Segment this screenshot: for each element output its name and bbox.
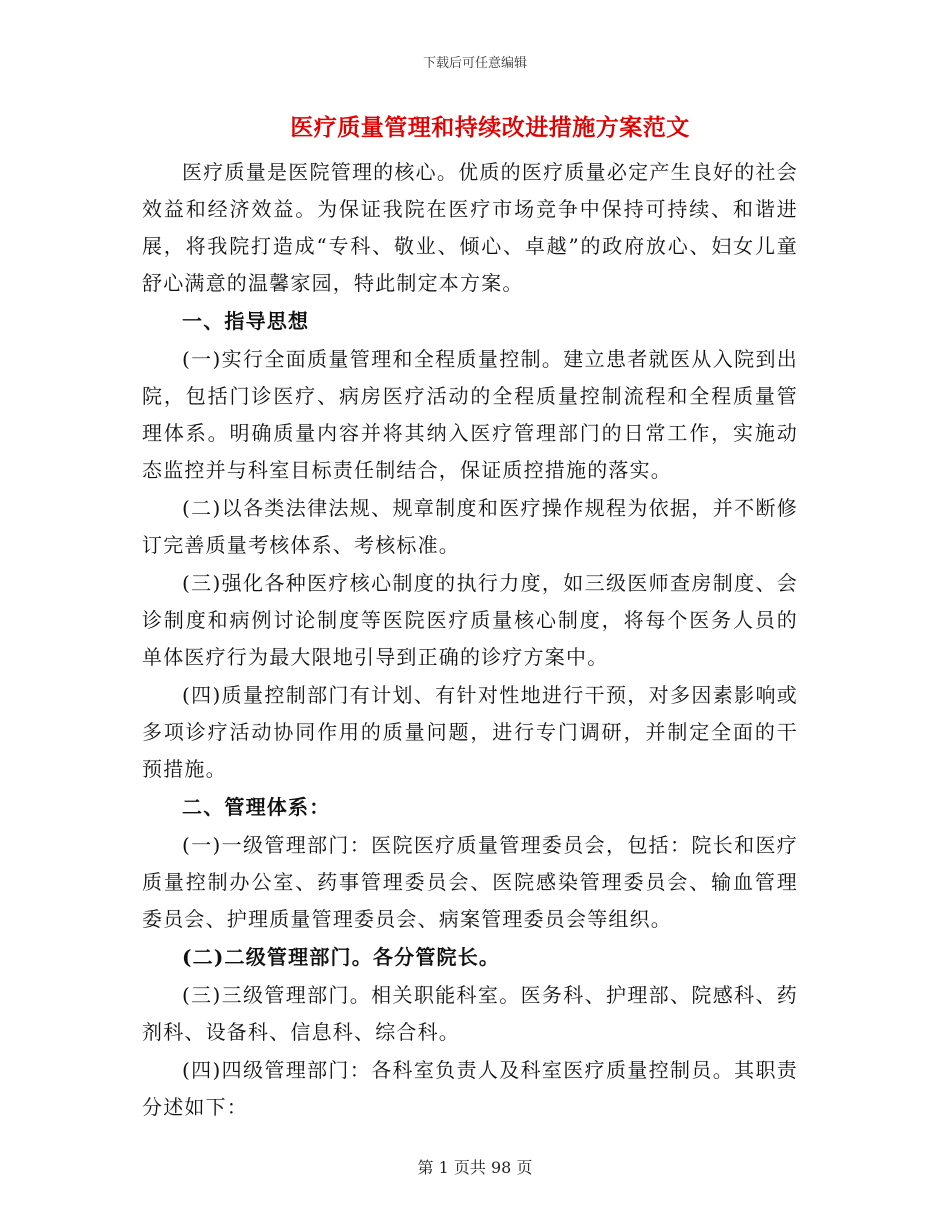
intro-paragraph: 医疗质量是医院管理的核心。优质的医疗质量必定产生良好的社会效益和经济效益。为保证我院在医疗市场竞争中保持可持续、和谐进展，将我院打造成“专科、敬业、倾心、卓越”的政府放心、妇女儿童舒心满意的温馨家园，特此制定本方案。 bbox=[142, 160, 798, 295]
paragraph-level-1: (一)一级管理部门：医院医疗质量管理委员会，包括：院长和医疗质量控制办公室、药事管理委员会、医院感染管理委员会、输血管理委员会、护理质量管理委员会、病案管理委员会等组织。 bbox=[142, 833, 798, 931]
header-note: 下载后可任意编辑 bbox=[422, 56, 527, 71]
page-footer: 第 1 页共 98 页 bbox=[417, 1158, 533, 1177]
paragraph-item-2: (二)以各类法律法规、规章制度和医疗操作规程为依据，并不断修订完善质量考核体系、考核标准。 bbox=[142, 496, 798, 557]
document-title: 医疗质量管理和持续改进措施方案范文 bbox=[290, 114, 690, 141]
paragraph-level-3: (三)三级管理部门。相关职能科室。医务科、护理部、院感科、药剂科、设备科、信息科、综合科。 bbox=[142, 983, 798, 1044]
document-body bbox=[142, 108, 798, 1126]
paragraph-item-1: (一)实行全面质量管理和全程质量控制。建立患者就医从入院到出院，包括门诊医疗、病房医疗活动的全程质量控制流程和全程质量管理体系。明确质量内容并将其纳入医疗管理部门的日常工作，实施动态监控并与科室目标责任制结合，保证质控措施的落实。 bbox=[142, 347, 798, 482]
section-heading-guiding-thought: 一、指导思想 bbox=[182, 309, 310, 333]
section-heading-management-system: 二、管理体系： bbox=[182, 795, 331, 819]
paragraph-item-4: (四)质量控制部门有计划、有针对性地进行干预，对多因素影响或多项诊疗活动协同作用的质量问题，进行专门调研，并制定全面的干预措施。 bbox=[142, 683, 798, 781]
paragraph-level-2: (二)二级管理部门。各分管院长。 bbox=[182, 945, 501, 969]
paragraph-item-3: (三)强化各种医疗核心制度的执行力度，如三级医师查房制度、会诊制度和病例讨论制度等医院医疗质量核心制度，将每个医务人员的单体医疗行为最大限地引导到正确的诊疗方案中。 bbox=[142, 571, 798, 669]
paragraph-level-4: (四)四级管理部门：各科室负责人及科室医疗质量控制员。其职责分述如下： bbox=[142, 1058, 798, 1119]
